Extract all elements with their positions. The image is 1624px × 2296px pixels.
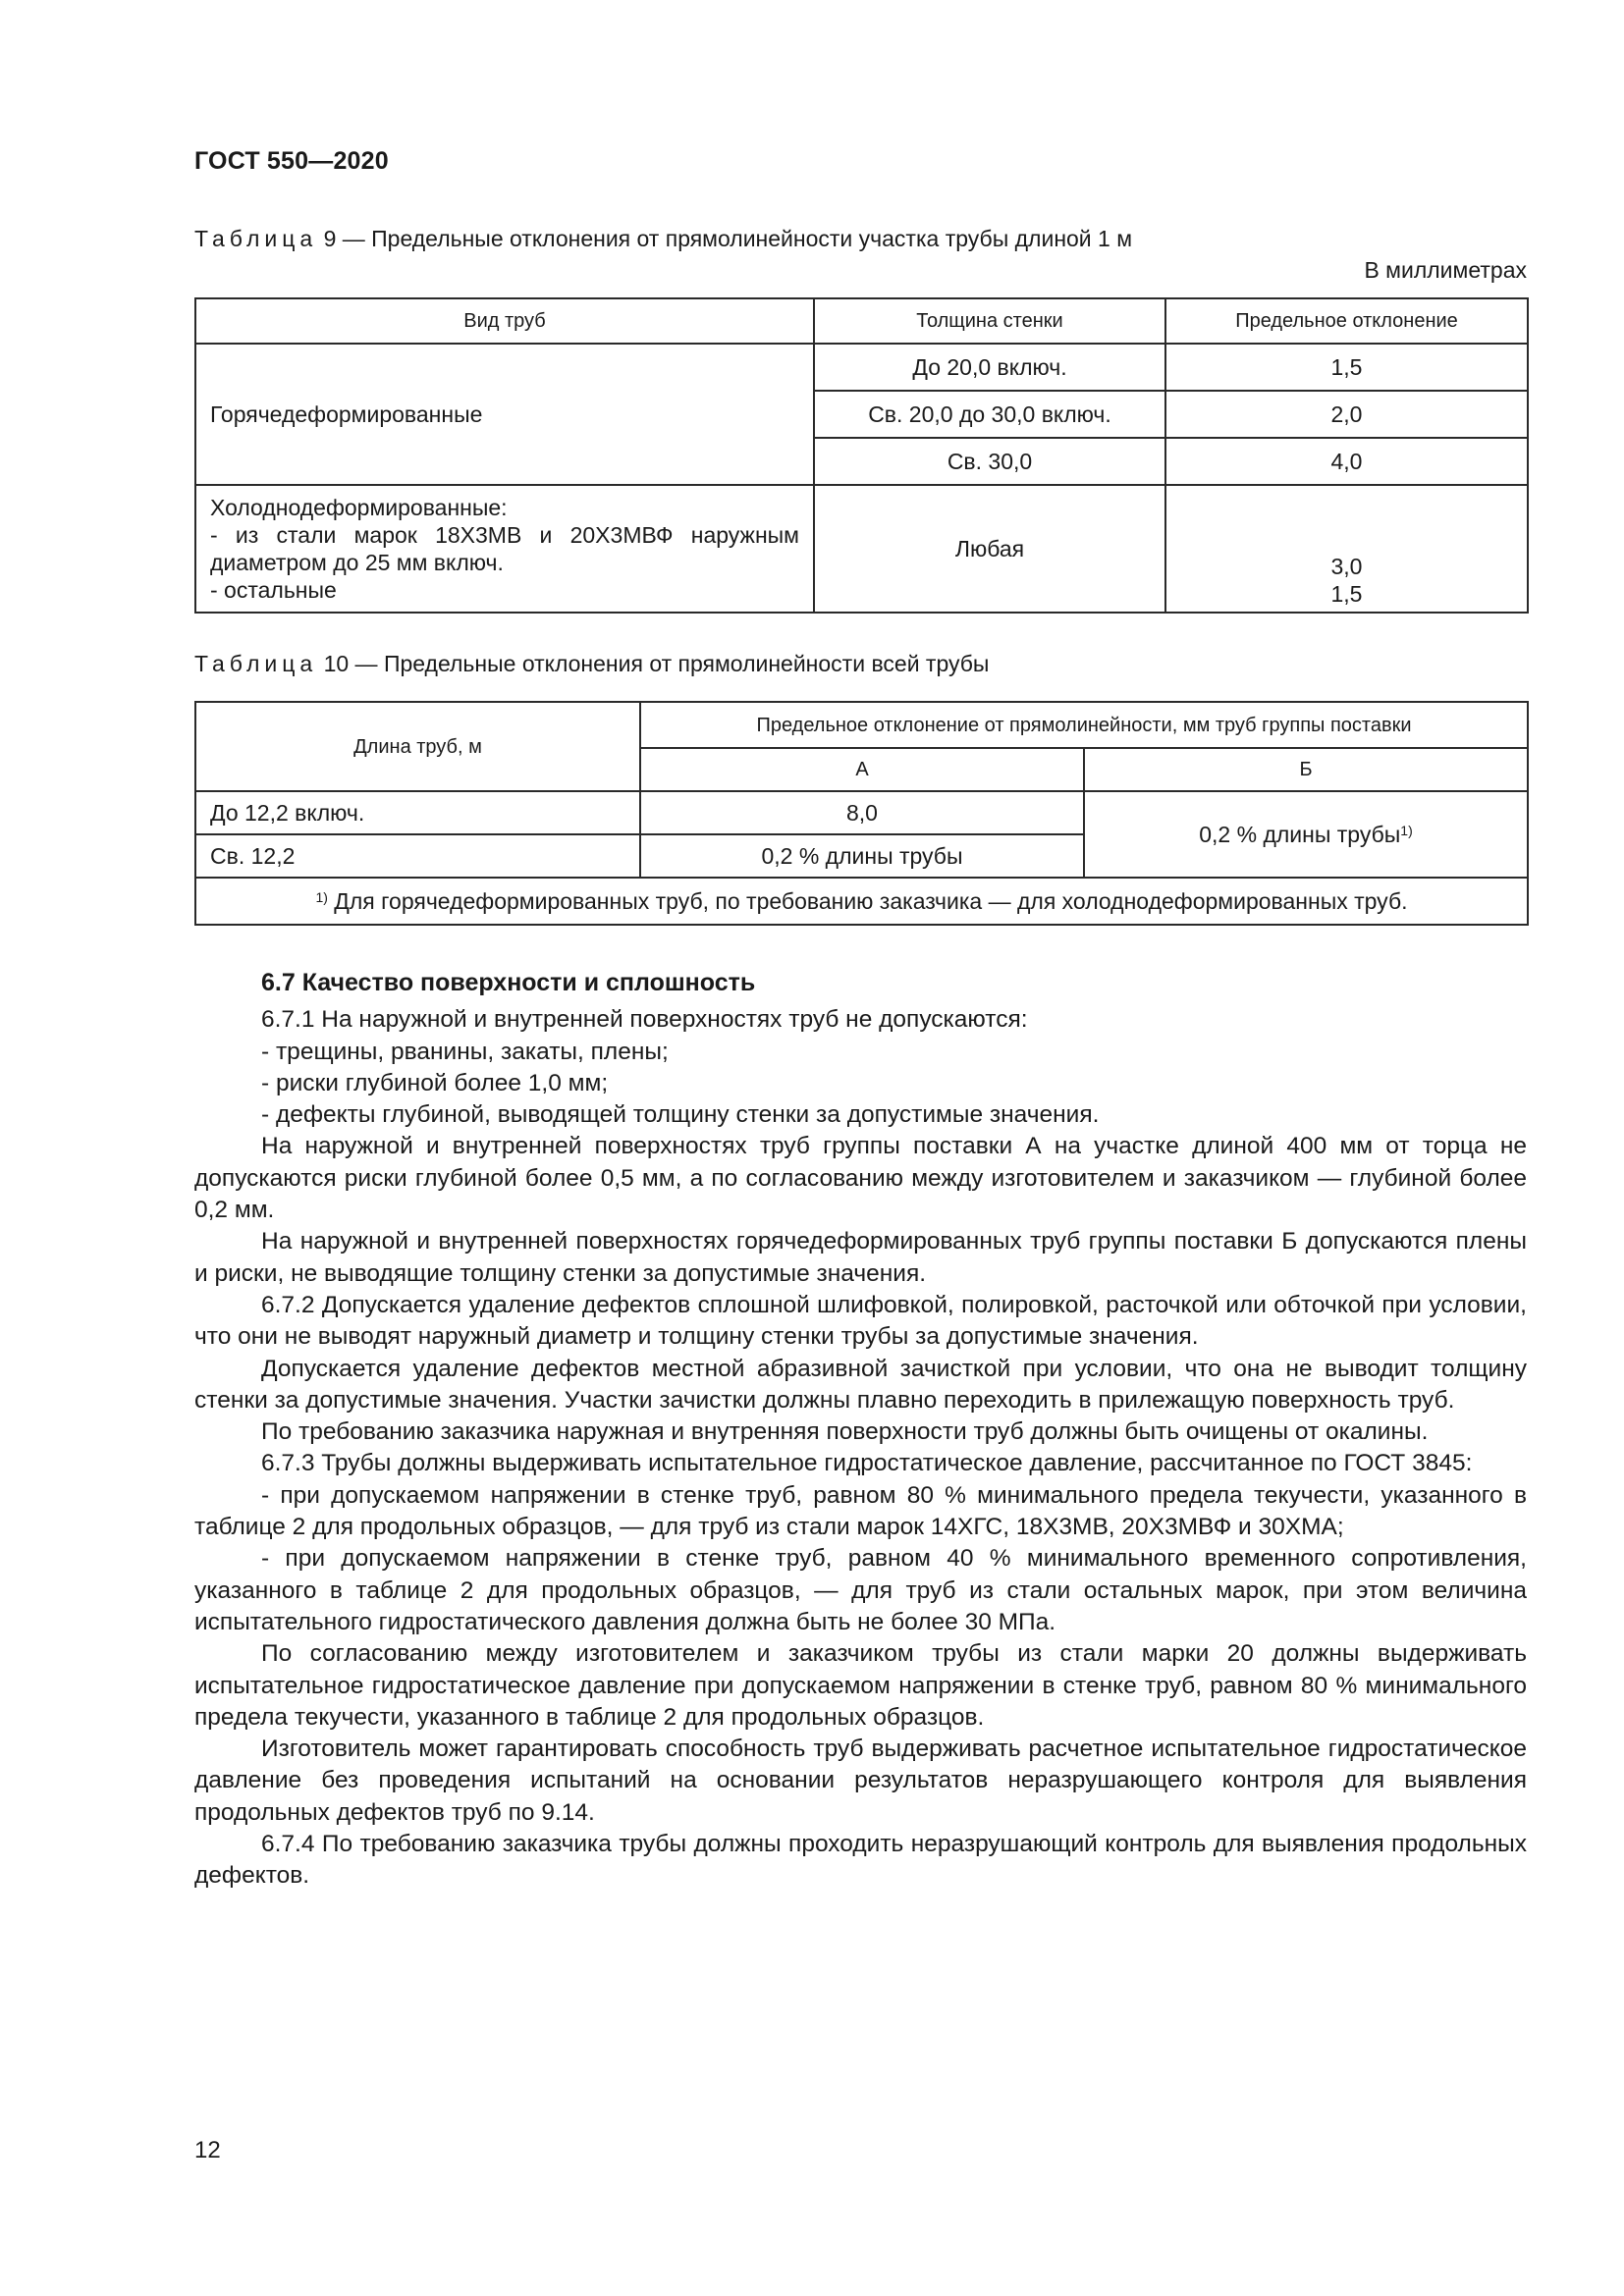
paragraph: 6.7.1 На наружной и внутренней поверхностях труб не допускаются:	[261, 1006, 1028, 1034]
table-row	[195, 344, 1528, 391]
paragraph: По согласованию между изготовителем и заказчиком трубы из стали марки 20 должны выдерживать испытательное гидростатическое давление при допускаемом напряжении в стенке труб, равном 80 % минимального предела текучести, указанного в таблице 2 для продольных образцов.	[194, 1640, 1527, 1731]
table9-cold-thickness: Любая	[814, 485, 1165, 613]
table9-cold-line: Холоднодеформированные:	[210, 495, 508, 520]
document-header: ГОСТ 550—2020	[194, 147, 389, 175]
paragraph: 6.7.4 По требованию заказчика трубы должны проходить неразрушающий контроль для выявления продольных дефектов.	[194, 1831, 1527, 1890]
table10-b-cell	[1084, 791, 1528, 878]
table9-deviation-cell: 1,5	[1165, 344, 1528, 391]
list-item: - при допускаемом напряжении в стенке труб, равном 80 % минимального предела текучести, указанного в таблице 2 для продольных образцов, — для труб из стали марок 14ХГС, 18Х3МВ, 20Х3МВФ и 30ХМА;	[194, 1481, 1527, 1541]
table-row	[195, 485, 1528, 613]
table10-length-cell: До 12,2 включ.	[195, 791, 640, 834]
table9-header-row	[195, 298, 1528, 344]
table9-cold-line: - из стали марок 18Х3МВ и 20Х3МВФ наружным	[210, 522, 799, 548]
table9-hot-label: Горячедеформированные	[195, 344, 814, 485]
table10-b-value: 0,2 % длины трубы	[1199, 822, 1401, 847]
table9-thickness-cell: До 20,0 включ.	[814, 344, 1165, 391]
paragraph: На наружной и внутренней поверхностях горячедеформированных труб группы поставки Б допускаются плены и риски, не выводящие толщину стенки за допустимые значения.	[194, 1228, 1527, 1287]
table9-thickness-cell: Св. 30,0	[814, 438, 1165, 485]
table9-caption-text: 9 — Предельные отклонения от прямолинейности участка трубы длиной 1 м	[317, 226, 1133, 251]
table9-cold-value: 1,5	[1330, 581, 1363, 607]
list-item: - при допускаемом напряжении в стенке труб, равном 40 % минимального временного сопротивления, указанного в таблице 2 для продольных образцов, — для труб из стали остальных марок, при этом величина испытательного гидростатического давления должна быть не более 30 МПа.	[194, 1545, 1527, 1635]
paragraph: 6.7.3 Трубы должны выдерживать испытательное гидростатическое давление, рассчитанное по ГОСТ 3845:	[261, 1450, 1473, 1477]
table9-caption	[194, 226, 1132, 252]
table9-thickness-cell: Св. 20,0 до 30,0 включ.	[814, 391, 1165, 438]
table9-cold-line: диаметром до 25 мм включ.	[210, 550, 504, 575]
section-title: 6.7 Качество поверхности и сплошность	[261, 969, 756, 996]
page-number: 12	[194, 2137, 221, 2163]
table10-a-cell: 8,0	[640, 791, 1084, 834]
table9-cold-line: - остальные	[210, 577, 337, 603]
table10-caption-label: Таблица	[194, 651, 318, 676]
table9-cold-value: 3,0	[1330, 554, 1363, 579]
table9-cold-label	[195, 485, 814, 613]
list-item: - трещины, рванины, закаты, плены;	[261, 1038, 669, 1065]
table10-a-cell: 0,2 % длины трубы	[640, 834, 1084, 878]
table10-length-cell: Св. 12,2	[195, 834, 640, 878]
paragraph: Изготовитель может гарантировать способность труб выдерживать расчетное испытательное гидростатическое давление без проведения испытаний на основании результатов неразрушающего контроля для выявления продольных дефектов труб по 9.14.	[194, 1735, 1527, 1826]
paragraph: По требованию заказчика наружная и внутренняя поверхности труб должны быть очищены от окалины.	[261, 1418, 1429, 1446]
table10-header-row	[195, 702, 1528, 748]
table-row	[195, 791, 1528, 834]
paragraph: На наружной и внутренней поверхностях труб группы поставки А на участке длиной 400 мм от торца не допускаются риски глубиной более 0,5 мм, а по согласованию между изготовителем и заказчиком — глубиной более 0,2 мм.	[194, 1133, 1527, 1224]
table10-footnote-row	[195, 878, 1528, 925]
list-item: - риски глубиной более 1,0 мм;	[261, 1069, 609, 1096]
table9-deviation-cell: 2,0	[1165, 391, 1528, 438]
table-10	[194, 701, 1529, 926]
list-item: - дефекты глубиной, выводящей толщину стенки за допустимые значения.	[261, 1101, 1100, 1129]
table9-cold-values	[1165, 485, 1528, 613]
paragraph: 6.7.2 Допускается удаление дефектов сплошной шлифовкой, полировкой, расточкой или обточкой при условии, что они не выводят наружный диаметр и толщину стенки трубы за допустимые значения.	[194, 1291, 1527, 1351]
table9-caption-label: Таблица	[194, 226, 318, 251]
table9-col-thickness: Толщина стенки	[814, 298, 1165, 344]
table10-caption	[194, 651, 989, 677]
table10-caption-text: 10 — Предельные отклонения от прямолинейности всей трубы	[317, 651, 990, 676]
table9-col-deviation: Предельное отклонение	[1165, 298, 1528, 344]
table10-footnote	[195, 878, 1528, 925]
table9-units: В миллиметрах	[1364, 257, 1527, 283]
footnote-mark: 1)	[315, 889, 328, 905]
paragraph: Допускается удаление дефектов местной абразивной зачисткой при условии, что она не выводит толщину стенки за допустимые значения. Участки зачистки должны плавно переходить в прилежащую поверхность труб.	[194, 1355, 1527, 1414]
table10-footnote-text: Для горячедеформированных труб, по требованию заказчика — для холоднодеформированных труб.	[327, 888, 1408, 914]
table9-col-type: Вид труб	[195, 298, 814, 344]
table9-deviation-cell: 4,0	[1165, 438, 1528, 485]
table10-col-length: Длина труб, м	[195, 702, 640, 791]
table10-col-group: Предельное отклонение от прямолинейности, мм труб группы поставки	[640, 702, 1528, 748]
table10-col-b: Б	[1084, 748, 1528, 791]
table-9	[194, 297, 1529, 614]
table10-col-a: А	[640, 748, 1084, 791]
footnote-mark: 1)	[1400, 823, 1413, 838]
section-6-7	[194, 967, 1527, 1893]
